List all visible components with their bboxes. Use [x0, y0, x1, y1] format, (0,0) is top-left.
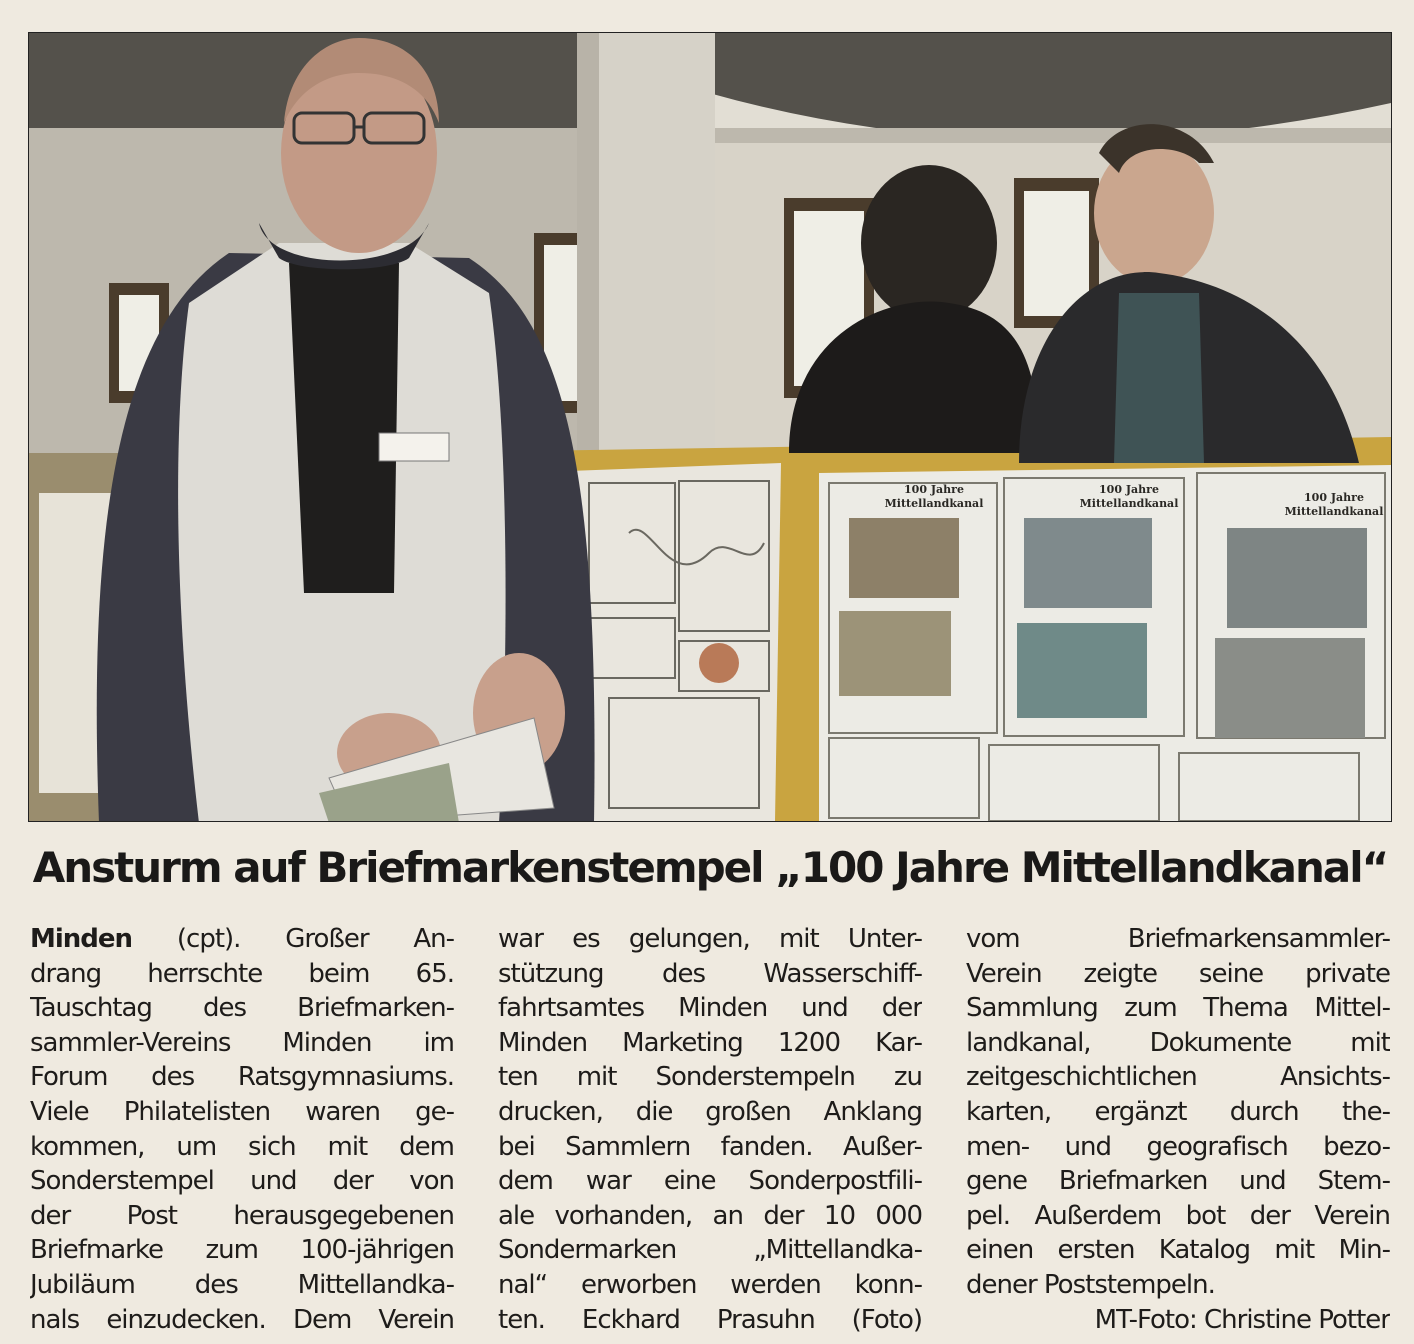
text-line: gene Briefmarken und Stem- [966, 1166, 1390, 1197]
card-title-text: 100 Jahre [1099, 483, 1159, 496]
text-line: drang herrschte beim 65. [30, 958, 454, 989]
text-line: pel. Außerdem bot der Verein [966, 1200, 1390, 1231]
card-title-text: 100 Jahre [904, 483, 964, 496]
text-line: dener Poststempeln. [966, 1269, 1215, 1300]
text-line: stützung des Wasserschiff- [498, 958, 922, 989]
text-line: Briefmarke zum 100-jährigen [30, 1235, 454, 1266]
article-column-1 [30, 922, 454, 1337]
text-line: landkanal, Dokumente mit [966, 1027, 1390, 1058]
text-line: Forum des Ratsgymnasiums. [30, 1062, 454, 1093]
card-title-text: Mittellandkanal [884, 497, 984, 510]
text-line: zeitgeschichtlichen Ansichts- [966, 1062, 1390, 1093]
text-line: ten mit Sonderstempeln zu [498, 1062, 922, 1093]
news-photo [28, 32, 1392, 822]
text-line: Sonderstempel und der von [30, 1166, 454, 1197]
text-line: war es gelungen, mit Unter- [498, 924, 922, 954]
text-line: nals einzudecken. Dem Verein [30, 1304, 454, 1335]
text-line: ten. Eckhard Prasuhn (Foto) [498, 1304, 922, 1335]
text-line: Jubiläum des Mittellandka- [30, 1269, 454, 1300]
photo-credit: MT-Foto: Christine Potter [1094, 1304, 1390, 1335]
text-line: Verein zeigte seine private [966, 958, 1390, 989]
text-line: Tauschtag des Briefmarken- [30, 993, 454, 1024]
text-line: nal“ erworben werden konn- [498, 1269, 922, 1300]
text-line: fahrtsamtes Minden und der [498, 993, 922, 1024]
card-title-text: Mittellandkanal [1284, 505, 1384, 518]
text-line: der Post herausgegebenen [30, 1200, 454, 1231]
article-column-3 [966, 922, 1390, 1337]
article-body [30, 922, 1392, 1342]
article-dateline: Minden [30, 924, 133, 954]
text-line: men- und geografisch bezo- [966, 1131, 1390, 1162]
text-line: einen ersten Katalog mit Min- [966, 1235, 1390, 1266]
text-line: karten, ergänzt durch the- [966, 1096, 1390, 1127]
text-line: ale vorhanden, an der 10 000 [498, 1200, 922, 1231]
text-line: sammler-Vereins Minden im [30, 1027, 454, 1058]
text-line: kommen, um sich mit dem [30, 1131, 454, 1162]
text-line: Minden Marketing 1200 Kar- [498, 1027, 922, 1058]
text-line: dem war eine Sonderpostfili- [498, 1166, 922, 1197]
text-line: drucken, die großen Anklang [498, 1096, 922, 1127]
text-line: Sondermarken „Mittellandka- [498, 1235, 922, 1266]
text-line: Viele Philatelisten waren ge- [30, 1096, 454, 1127]
article-column-2 [498, 922, 922, 1337]
article-headline: Ansturm auf Briefmarkenstempel „100 Jahre Mittellandkanal“ [32, 843, 1388, 892]
card-title-text: 100 Jahre [1304, 491, 1364, 504]
text-line: Sammlung zum Thema Mittel- [966, 993, 1390, 1024]
card-title-text: Mittellandkanal [1079, 497, 1179, 510]
text-line: vom Briefmarkensammler- [966, 924, 1390, 954]
text-line: bei Sammlern fanden. Außer- [498, 1131, 922, 1162]
text-line: Minden (cpt). Großer An- [30, 924, 454, 954]
